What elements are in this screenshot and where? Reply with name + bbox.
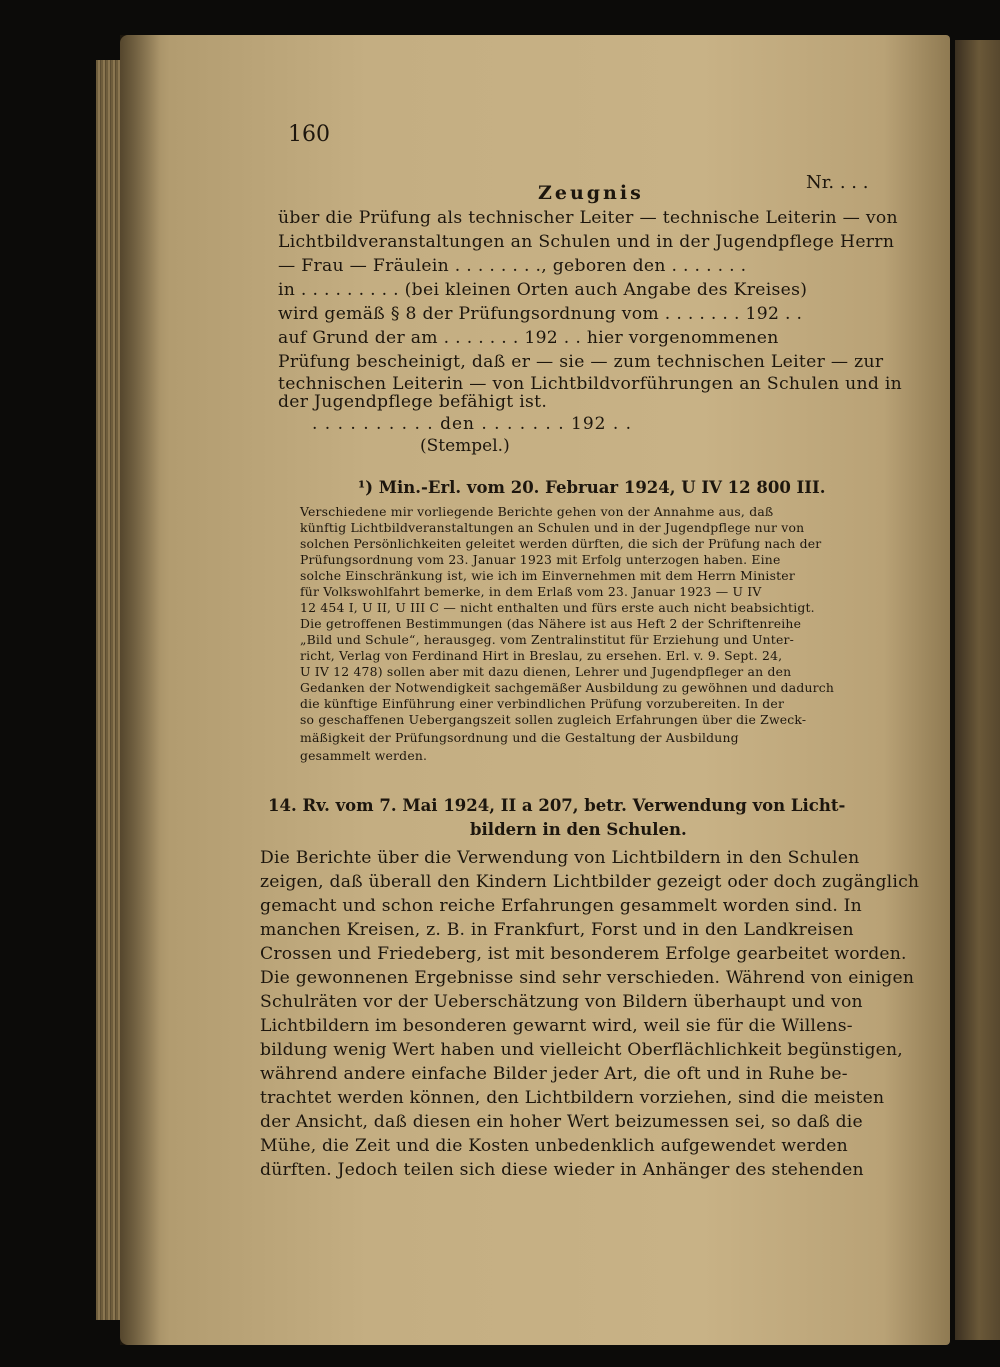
body-line: trachtet werden können, den Lichtbildern vorziehen, sind die meisten	[260, 1088, 885, 1108]
certificate-line: Prüfung bescheinigt, daß er — sie — zum technischen Leiter — zur	[278, 352, 884, 372]
body-line: bildung wenig Wert haben und vielleicht Oberflächlichkeit begünstigen,	[260, 1040, 903, 1060]
decree-line: für Volkswohlfahrt bemerke, in dem Erlaß vom 23. Januar 1923 — U IV	[300, 584, 762, 599]
certificate-title: Zeugnis	[538, 182, 644, 204]
decree-line: Die getroffenen Bestimmungen (das Nähere ist aus Heft 2 der Schriftenreihe	[300, 616, 802, 631]
certificate-line: in . . . . . . . . . (bei kleinen Orten auch Angabe des Kreises)	[278, 280, 808, 300]
decree-line: gesammelt werden.	[300, 748, 428, 763]
certificate-date-line: . . . . . . . . . . den . . . . . . . 192 . .	[312, 414, 633, 434]
section-heading: 14. Rv. vom 7. Mai 1924, II a 207, betr. Verwendung von Licht-	[268, 796, 846, 815]
decree-line: Verschiedene mir vorliegende Berichte gehen von der Annahme aus, daß	[300, 504, 774, 519]
certificate-line: auf Grund der am . . . . . . . 192 . . hier vorgenommenen	[278, 328, 779, 348]
certificate-line: technischen Leiterin — von Lichtbildvorführungen an Schulen und in	[278, 374, 903, 394]
decree-line: so geschaffenen Uebergangszeit sollen zugleich Erfahrungen über die Zweck-	[300, 712, 807, 727]
decree-line: mäßigkeit der Prüfungsordnung und die Gestaltung der Ausbildung	[300, 730, 739, 745]
certificate-number: Nr. . . .	[806, 172, 869, 193]
body-line: zeigen, daß überall den Kindern Lichtbilder gezeigt oder doch zugänglich	[260, 872, 920, 892]
body-line: dürften. Jedoch teilen sich diese wieder in Anhänger des stehenden	[260, 1160, 864, 1180]
page-number: 160	[288, 122, 330, 147]
decree-line: künftig Lichtbildveranstaltungen an Schulen und in der Jugendpflege nur von	[300, 520, 805, 535]
certificate-line: über die Prüfung als technischer Leiter — technische Leiterin — von	[278, 208, 898, 228]
decree-line: Prüfungsordnung vom 23. Januar 1923 mit Erfolg unterzogen haben. Eine	[300, 552, 781, 567]
certificate-line: Lichtbildveranstaltungen an Schulen und in der Jugendpflege Herrn	[278, 232, 895, 252]
certificate-line: der Jugendpflege befähigt ist.	[278, 392, 548, 412]
body-line: Schulräten vor der Ueberschätzung von Bildern überhaupt und von	[260, 992, 863, 1012]
body-line: Die gewonnenen Ergebnisse sind sehr verschieden. Während von einigen	[260, 968, 915, 988]
certificate-line: — Frau — Fräulein . . . . . . . ., geboren den . . . . . . .	[278, 256, 747, 276]
body-line: manchen Kreisen, z. B. in Frankfurt, Forst und in den Landkreisen	[260, 920, 854, 940]
decree-line: richt, Verlag von Ferdinand Hirt in Breslau, zu ersehen. Erl. v. 9. Sept. 24,	[300, 648, 783, 663]
body-line: der Ansicht, daß diesen ein hoher Wert beizumessen sei, so daß die	[260, 1112, 863, 1132]
decree-line: solchen Persönlichkeiten geleitet werden dürften, die sich der Prüfung nach der	[300, 536, 822, 551]
body-line: Die Berichte über die Verwendung von Lichtbildern in den Schulen	[260, 848, 860, 868]
body-line: gemacht und schon reiche Erfahrungen gesammelt worden sind. In	[260, 896, 862, 916]
decree-line: U IV 12 478) sollen aber mit dazu dienen, Lehrer und Jugendpfleger an den	[300, 664, 792, 679]
decree-line: solche Einschränkung ist, wie ich im Einvernehmen mit dem Herrn Minister	[300, 568, 795, 583]
decree-line: „Bild und Schule“, herausgeg. vom Zentralinstitut für Erziehung und Unter-	[300, 632, 795, 647]
decree-title: ¹) Min.-Erl. vom 20. Februar 1924, U IV 12 800 III.	[358, 478, 826, 497]
decree-line: 12 454 I, U II, U III C — nicht enthalten und fürs erste auch nicht beabsichtigt.	[300, 600, 815, 615]
body-line: Crossen und Friedeberg, ist mit besonderem Erfolge gearbeitet worden.	[260, 944, 907, 964]
facing-page-edge	[955, 40, 1000, 1340]
body-line: Mühe, die Zeit und die Kosten unbedenklich aufgewendet werden	[260, 1136, 848, 1156]
decree-line: Gedanken der Notwendigkeit sachgemäßer Ausbildung zu gewöhnen und dadurch	[300, 680, 835, 695]
body-line: Lichtbildern im besonderen gewarnt wird, weil sie für die Willens-	[260, 1016, 853, 1036]
stamp-label: (Stempel.)	[420, 436, 510, 456]
page-fold-shadow	[120, 35, 160, 1345]
decree-line: die künftige Einführung einer verbindlichen Prüfung vorzubereiten. In der	[300, 696, 785, 711]
section-heading-continued: bildern in den Schulen.	[470, 820, 687, 839]
body-line: während andere einfache Bilder jeder Art, die oft und in Ruhe be-	[260, 1064, 848, 1084]
certificate-line: wird gemäß § 8 der Prüfungsordnung vom . . . . . . . 192 . .	[278, 304, 803, 324]
